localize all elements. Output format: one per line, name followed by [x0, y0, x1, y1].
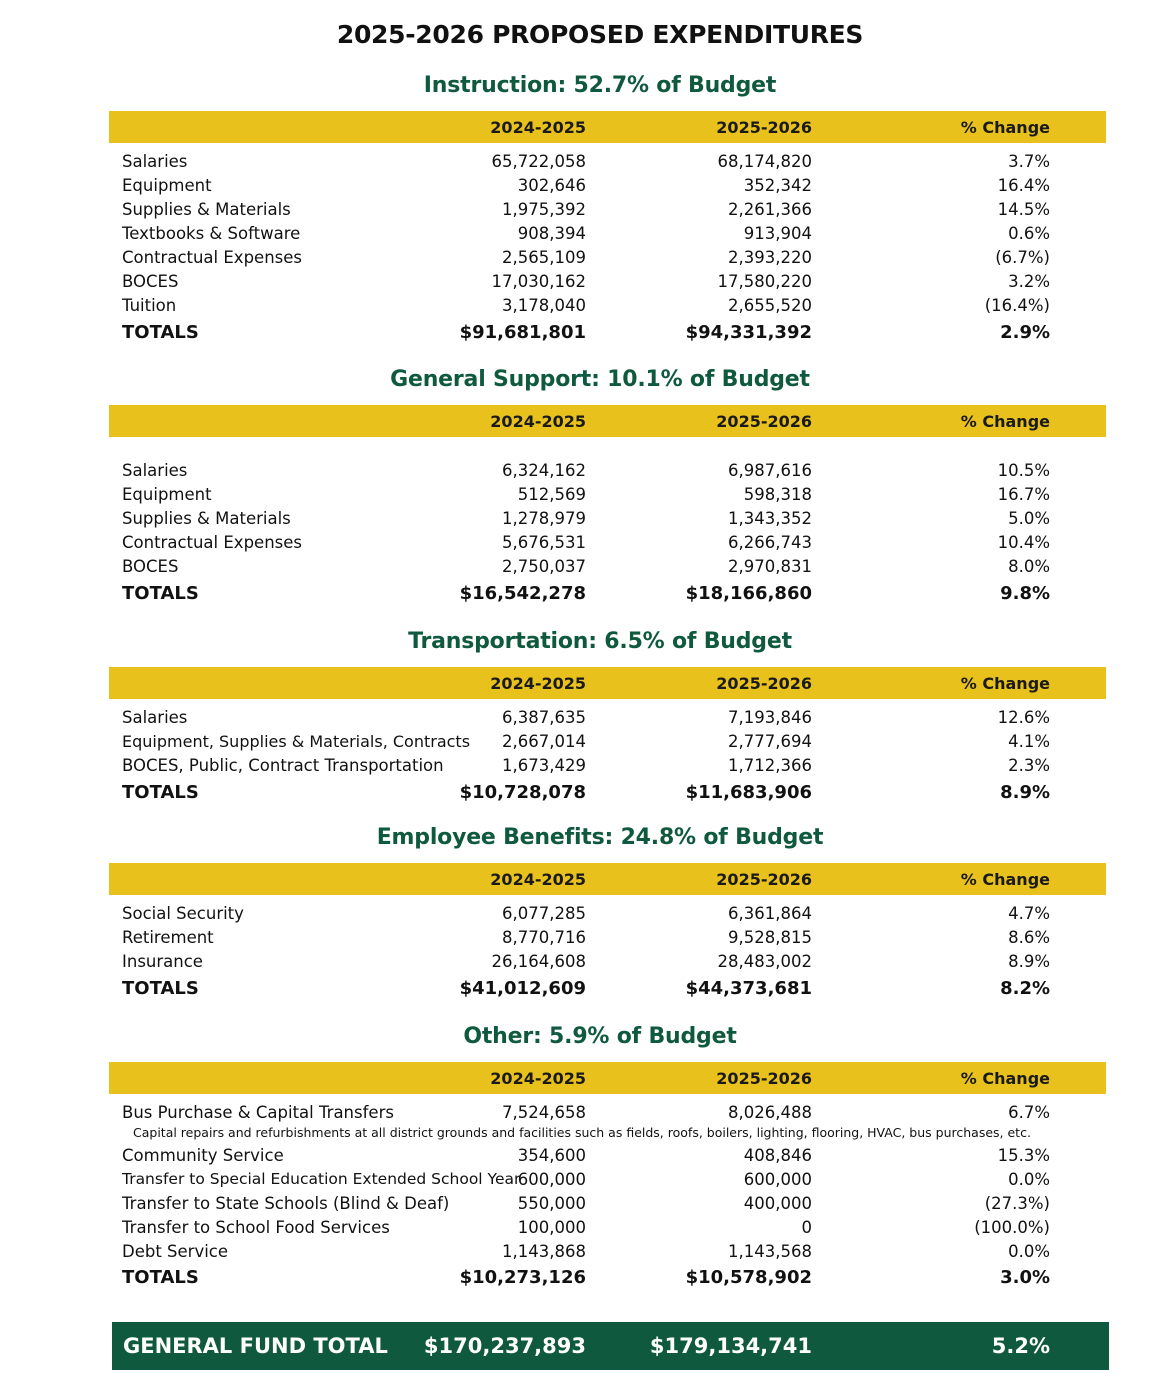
- value-change: 10.5%: [997, 461, 1050, 480]
- value-2024: 2,750,037: [502, 557, 586, 576]
- value-change: 0.0%: [1008, 1242, 1050, 1261]
- value-2025: 1,712,366: [728, 756, 812, 775]
- value-change: 14.5%: [997, 200, 1050, 219]
- table-row: [0, 1103, 1174, 1127]
- value-change: 16.4%: [997, 176, 1050, 195]
- row-label: Debt Service: [122, 1242, 229, 1261]
- value-change: (6.7%): [995, 248, 1050, 267]
- value-2025: 2,393,220: [728, 248, 812, 267]
- column-header-2025: 2025-2026: [716, 674, 812, 693]
- table-row: [0, 485, 1174, 509]
- value-2024: 6,387,635: [502, 708, 586, 727]
- row-label: Equipment: [122, 485, 212, 504]
- column-header-2024: 2024-2025: [490, 870, 586, 889]
- value-2025: 17,580,220: [717, 272, 812, 291]
- section-title-transportation: Transportation: 6.5% of Budget: [408, 629, 792, 654]
- value-change: 15.3%: [997, 1146, 1050, 1165]
- value-change: (100.0%): [974, 1218, 1050, 1237]
- value-change: 3.7%: [1008, 152, 1050, 171]
- row-label: Salaries: [122, 461, 188, 480]
- value-2024: 600,000: [517, 1170, 586, 1189]
- row-label: Community Service: [122, 1146, 284, 1165]
- column-header-2025: 2025-2026: [716, 870, 812, 889]
- value-2024: 6,324,162: [502, 461, 586, 480]
- table-row: [0, 1170, 1174, 1194]
- value-2024: 26,164,608: [491, 952, 586, 971]
- table-row: [0, 272, 1174, 296]
- totals-label: TOTALS: [122, 583, 199, 604]
- capital-note: Capital repairs and refurbishments at all district grounds and facilities such as fields, roofs, boilers, lighting, flooring, HVAC, bus purchases, etc.: [133, 1125, 1031, 1140]
- value-2025: 408,846: [743, 1146, 812, 1165]
- value-2025: 9,528,815: [728, 928, 812, 947]
- table-row: [0, 1242, 1174, 1266]
- value-2024: 1,278,979: [502, 509, 586, 528]
- value-change: 0.6%: [1008, 224, 1050, 243]
- general-fund-total-2025: $179,134,741: [649, 1334, 812, 1358]
- column-header-2024: 2024-2025: [490, 412, 586, 431]
- totals-row: [0, 782, 1174, 806]
- column-header-2024: 2024-2025: [490, 118, 586, 137]
- total-2025: $94,331,392: [685, 322, 812, 343]
- row-label: Equipment, Supplies & Materials, Contracts: [122, 732, 471, 751]
- total-2024: $10,273,126: [459, 1267, 586, 1288]
- value-change: 6.7%: [1008, 1103, 1050, 1122]
- value-change: 8.0%: [1008, 557, 1050, 576]
- totals-label: TOTALS: [122, 1267, 199, 1288]
- general-fund-total-bar: [112, 1322, 1109, 1370]
- value-2024: 1,975,392: [502, 200, 586, 219]
- value-change: (16.4%): [984, 296, 1050, 315]
- value-2025: 7,193,846: [728, 708, 812, 727]
- column-header-change: % Change: [960, 412, 1050, 431]
- totals-row: [0, 1267, 1174, 1291]
- value-2025: 6,987,616: [728, 461, 812, 480]
- total-2024: $41,012,609: [459, 978, 586, 999]
- value-2024: 5,676,531: [502, 533, 586, 552]
- row-label: Contractual Expenses: [122, 248, 302, 267]
- total-change: 3.0%: [1000, 1267, 1050, 1288]
- table-row: [0, 732, 1174, 756]
- total-2024: $10,728,078: [459, 782, 586, 803]
- column-header-change: % Change: [960, 870, 1050, 889]
- section-title-employee-benefits: Employee Benefits: 24.8% of Budget: [376, 825, 824, 850]
- total-change: 2.9%: [1000, 322, 1050, 343]
- totals-row: [0, 978, 1174, 1002]
- value-2024: 512,569: [517, 485, 586, 504]
- table-row: [0, 708, 1174, 732]
- table-row: [0, 904, 1174, 928]
- value-change: 2.3%: [1008, 756, 1050, 775]
- value-change: 4.1%: [1008, 732, 1050, 751]
- value-2024: 17,030,162: [491, 272, 586, 291]
- table-row: [0, 224, 1174, 248]
- table-row: [0, 756, 1174, 780]
- column-header-bar: [109, 111, 1106, 143]
- table-row: [0, 200, 1174, 224]
- value-change: 8.6%: [1008, 928, 1050, 947]
- column-header-2025: 2025-2026: [716, 118, 812, 137]
- value-change: 0.0%: [1008, 1170, 1050, 1189]
- value-change: (27.3%): [984, 1194, 1050, 1213]
- row-label: BOCES: [122, 272, 179, 291]
- value-change: 10.4%: [997, 533, 1050, 552]
- value-2025: 400,000: [743, 1194, 812, 1213]
- general-fund-total-change: 5.2%: [991, 1334, 1050, 1358]
- value-2024: 8,770,716: [502, 928, 586, 947]
- row-label: Equipment: [122, 176, 212, 195]
- value-change: 3.2%: [1008, 272, 1050, 291]
- value-2025: 68,174,820: [717, 152, 812, 171]
- section-title-other: Other: 5.9% of Budget: [463, 1024, 737, 1049]
- value-2024: 100,000: [517, 1218, 586, 1237]
- row-label: Textbooks & Software: [122, 224, 301, 243]
- column-header-bar: [109, 863, 1106, 895]
- value-2025: 352,342: [743, 176, 812, 195]
- total-2025: $11,683,906: [685, 782, 812, 803]
- value-2025: 6,266,743: [728, 533, 812, 552]
- value-2025: 8,026,488: [728, 1103, 812, 1122]
- value-2024: 6,077,285: [502, 904, 586, 923]
- value-2025: 2,655,520: [728, 296, 812, 315]
- row-label: Salaries: [122, 152, 188, 171]
- value-2024: 7,524,658: [502, 1103, 586, 1122]
- value-2025: 2,261,366: [728, 200, 812, 219]
- column-header-bar: [109, 1062, 1106, 1094]
- column-header-change: % Change: [960, 674, 1050, 693]
- total-2024: $16,542,278: [459, 583, 586, 604]
- general-fund-total-label: GENERAL FUND TOTAL: [123, 1334, 388, 1358]
- table-row: [0, 176, 1174, 200]
- row-label: Transfer to Special Education Extended School Year: [122, 1170, 521, 1188]
- section-title-general-support: General Support: 10.1% of Budget: [390, 367, 810, 392]
- row-label: Retirement: [122, 928, 214, 947]
- totals-label: TOTALS: [122, 322, 199, 343]
- value-change: 4.7%: [1008, 904, 1050, 923]
- table-row: [0, 1146, 1174, 1170]
- value-2025: 598,318: [743, 485, 812, 504]
- row-label: Tuition: [122, 296, 177, 315]
- table-row: [0, 248, 1174, 272]
- table-row: [0, 557, 1174, 581]
- value-2025: 600,000: [743, 1170, 812, 1189]
- value-2025: 28,483,002: [717, 952, 812, 971]
- value-2025: 1,143,568: [728, 1242, 812, 1261]
- row-label: Supplies & Materials: [122, 509, 291, 528]
- row-label: Contractual Expenses: [122, 533, 302, 552]
- row-label: Salaries: [122, 708, 188, 727]
- row-label: Transfer to State Schools (Blind & Deaf): [122, 1194, 450, 1213]
- column-header-bar: [109, 667, 1106, 699]
- value-2025: 913,904: [743, 224, 812, 243]
- column-header-change: % Change: [960, 118, 1050, 137]
- table-row: [0, 952, 1174, 976]
- column-header-2025: 2025-2026: [716, 1069, 812, 1088]
- totals-label: TOTALS: [122, 782, 199, 803]
- totals-row: [0, 583, 1174, 607]
- column-header-2025: 2025-2026: [716, 412, 812, 431]
- table-row: [0, 296, 1174, 320]
- value-2024: 2,667,014: [502, 732, 586, 751]
- row-label: Supplies & Materials: [122, 200, 291, 219]
- total-2025: $18,166,860: [685, 583, 812, 604]
- row-label: BOCES, Public, Contract Transportation: [122, 756, 444, 775]
- row-label: Transfer to School Food Services: [122, 1218, 390, 1237]
- total-change: 9.8%: [1000, 583, 1050, 604]
- total-2025: $44,373,681: [685, 978, 812, 999]
- total-2024: $91,681,801: [459, 322, 586, 343]
- value-2025: 1,343,352: [728, 509, 812, 528]
- row-label: BOCES: [122, 557, 179, 576]
- value-2025: 2,777,694: [728, 732, 812, 751]
- column-header-bar: [109, 405, 1106, 437]
- value-change: 8.9%: [1008, 952, 1050, 971]
- general-fund-total-2024: $170,237,893: [423, 1334, 586, 1358]
- totals-label: TOTALS: [122, 978, 199, 999]
- totals-row: [0, 322, 1174, 346]
- value-2024: 354,600: [517, 1146, 586, 1165]
- value-change: 5.0%: [1008, 509, 1050, 528]
- page-title: 2025-2026 PROPOSED EXPENDITURES: [336, 20, 864, 49]
- column-header-2024: 2024-2025: [490, 1069, 586, 1088]
- row-label: Social Security: [122, 904, 244, 923]
- total-change: 8.9%: [1000, 782, 1050, 803]
- table-row: [0, 461, 1174, 485]
- section-title-instruction: Instruction: 52.7% of Budget: [423, 73, 777, 98]
- value-2024: 2,565,109: [502, 248, 586, 267]
- row-label: Bus Purchase & Capital Transfers: [122, 1103, 394, 1122]
- value-2025: 6,361,864: [728, 904, 812, 923]
- value-change: 12.6%: [997, 708, 1050, 727]
- column-header-change: % Change: [960, 1069, 1050, 1088]
- table-row: [0, 152, 1174, 176]
- table-row: [0, 1194, 1174, 1218]
- value-2024: 3,178,040: [502, 296, 586, 315]
- value-2024: 908,394: [517, 224, 586, 243]
- value-2024: 1,673,429: [502, 756, 586, 775]
- table-row: [0, 1218, 1174, 1242]
- value-2024: 550,000: [517, 1194, 586, 1213]
- table-row: [0, 509, 1174, 533]
- value-change: 16.7%: [997, 485, 1050, 504]
- table-row: [0, 533, 1174, 557]
- column-header-2024: 2024-2025: [490, 674, 586, 693]
- value-2024: 302,646: [517, 176, 586, 195]
- row-label: Insurance: [122, 952, 203, 971]
- value-2024: 1,143,868: [502, 1242, 586, 1261]
- total-2025: $10,578,902: [685, 1267, 812, 1288]
- value-2025: 2,970,831: [728, 557, 812, 576]
- value-2024: 65,722,058: [491, 152, 586, 171]
- table-row: [0, 928, 1174, 952]
- total-change: 8.2%: [1000, 978, 1050, 999]
- value-2025: 0: [801, 1218, 812, 1237]
